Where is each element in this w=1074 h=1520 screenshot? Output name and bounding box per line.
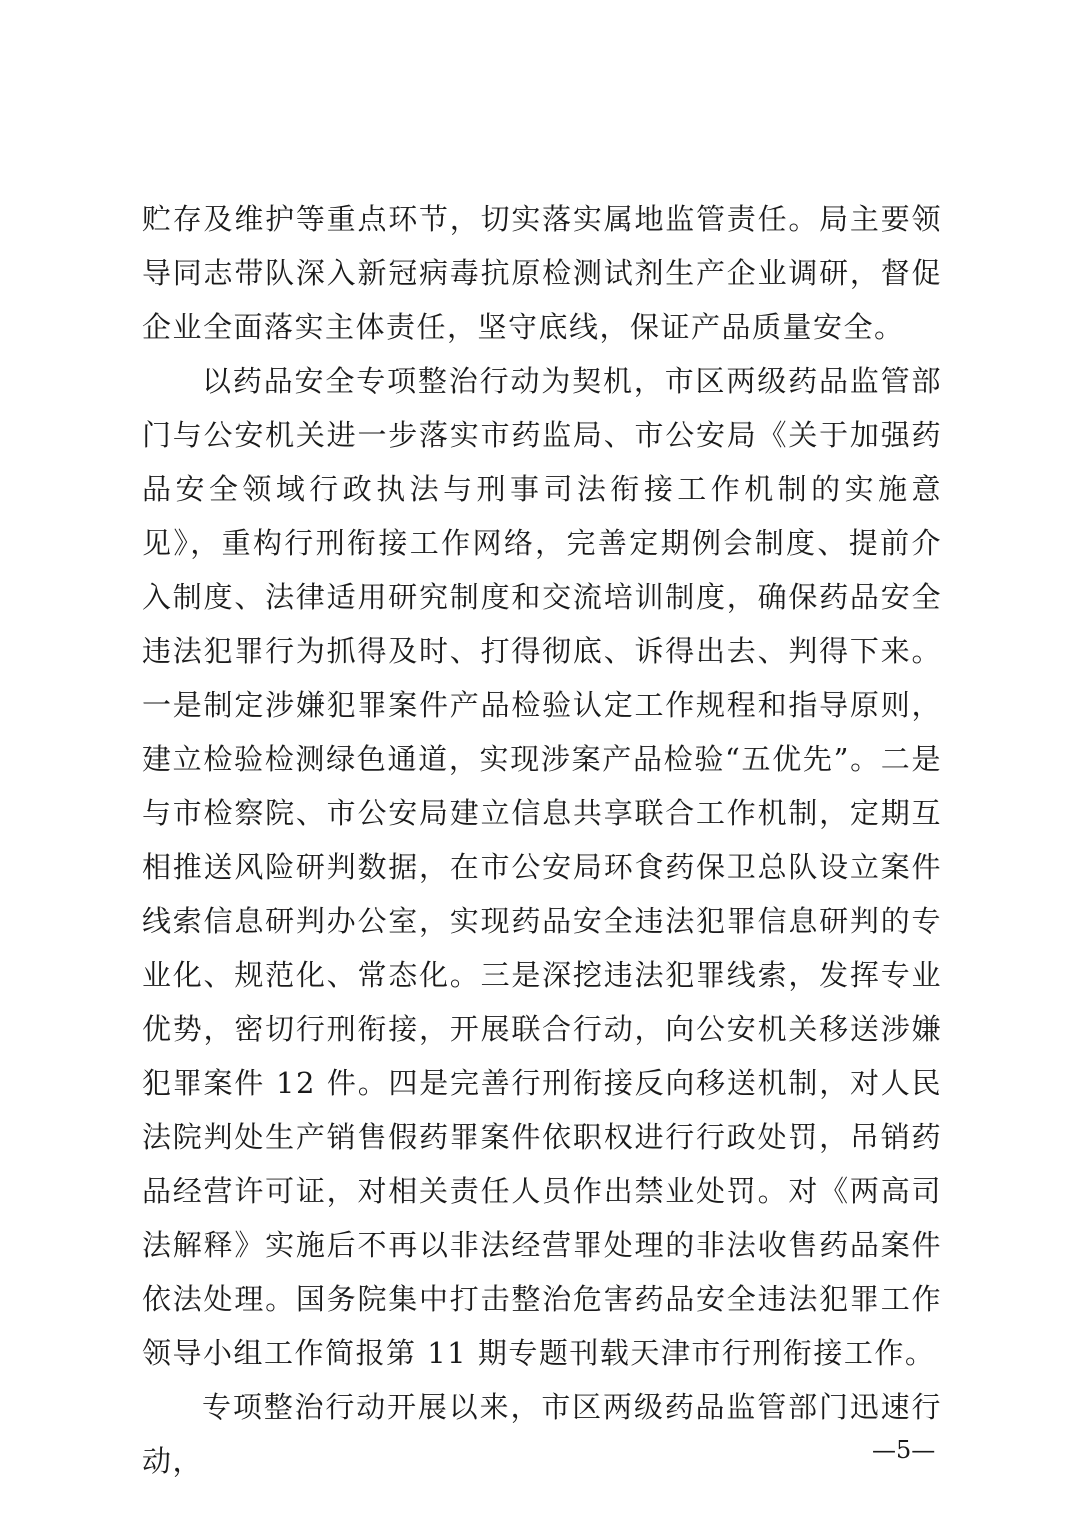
paragraph-next: 专项整治行动开展以来，市区两级药品监管部门迅速行动， (142, 1390, 942, 1478)
page-number: —5— (872, 1436, 936, 1464)
body-text (142, 192, 942, 1488)
paragraph-law-enforcement: 以药品安全专项整治行动为契机，市区两级药品监管部门与公安机关进一步落实市药监局、市公安局《关于加强药品安全领域行政执法与刑事司法衔接工作机制的实施意见》，重构行刑衔接工作网络，完善定期例会制度、提前介入制度、法律适用研究制度和交流培训制度，确保药品安全违法犯罪行为抓得及时、打得彻底、诉得出去、判得下来。一是制定涉嫌犯罪案件产品检验认定工作规程和指导原则，建立检验检测绿色通道，实现涉案产品检验“五优先”。二是与市检察院、市公安局建立信息共享联合工作机制，定期互相推送风险研判数据，在市公安局环食药保卫总队设立案件线索信息研判办公室，实现药品安全违法犯罪信息研判的专业化、规范化、常态化。三是深挖违法犯罪线索，发挥专业优势，密切行刑衔接，开展联合行动，向公安机关移送涉嫌犯罪案件 12 件。四是完善行刑衔接反向移送机制，对人民法院判处生产销售假药罪案件依职权进行行政处罚，吊销药品经营许可证，对相关责任人员作出禁业处罚。对《两高司法解释》实施后不再以非法经营罪处理的非法收售药品案件依法处理。国务院集中打击整治危害药品安全违法犯罪工作领导小组工作简报第 11 期专题刊载天津市行刑衔接工作。 (142, 364, 942, 1370)
paragraph-continued: 贮存及维护等重点环节，切实落实属地监管责任。局主要领导同志带队深入新冠病毒抗原检测试剂生产企业调研，督促企业全面落实主体责任，坚守底线，保证产品质量安全。 (142, 202, 942, 344)
